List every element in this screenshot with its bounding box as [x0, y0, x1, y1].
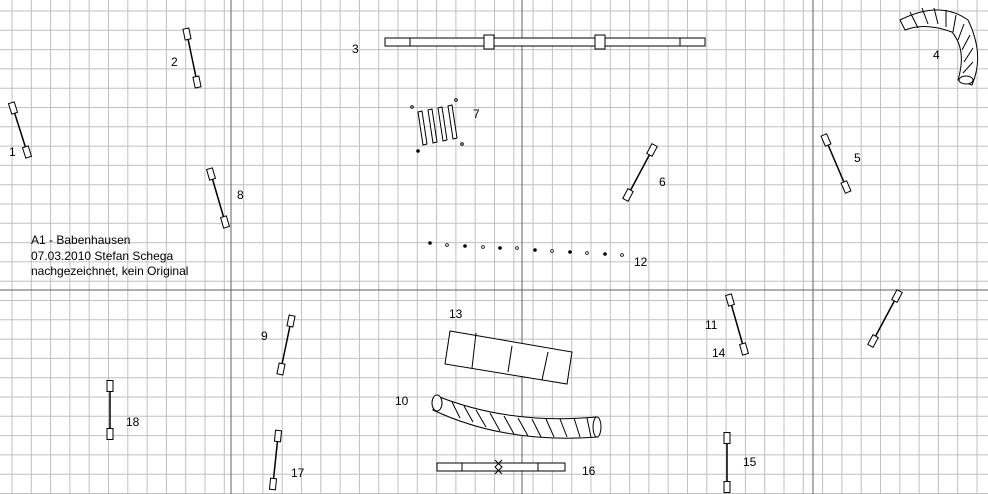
- obstacle-number-2: 2: [171, 55, 178, 69]
- obstacle-number-1: 1: [9, 145, 16, 159]
- obstacle-number-5: 5: [854, 151, 861, 165]
- slalom-pole: [569, 251, 572, 254]
- obstacle-number-15: 15: [743, 455, 757, 469]
- slalom-pole: [464, 245, 467, 248]
- slalom-pole: [446, 244, 449, 247]
- course-date-author: 07.03.2010 Stefan Schega: [31, 248, 174, 263]
- obstacle-number-4: 4: [933, 48, 940, 62]
- obstacle-jump-18: [107, 381, 113, 440]
- slalom-pole: [499, 247, 502, 250]
- obstacle-number-17: 17: [291, 466, 305, 480]
- slalom-pole: [534, 249, 537, 252]
- obstacle-number-18: 18: [126, 415, 140, 429]
- obstacle-jump-8: [207, 168, 230, 228]
- slalom-pole: [482, 246, 485, 249]
- slalom-pole: [516, 247, 519, 250]
- course-note: nachgezeichnet, kein Original: [31, 264, 189, 278]
- obstacle-number-11: 11: [705, 318, 718, 332]
- slalom-pole: [586, 252, 589, 255]
- slalom-pole: [621, 254, 624, 257]
- obstacle-jump-9: [277, 315, 295, 375]
- obstacle-number-9: 9: [261, 329, 268, 343]
- course-info: [31, 233, 188, 280]
- course-title: A1 - Babenhausen: [31, 233, 131, 247]
- slalom-pole: [429, 242, 432, 245]
- obstacle-jump-17: [269, 430, 281, 490]
- obstacle-jump-15: [724, 433, 730, 493]
- slalom-pole: [551, 250, 554, 253]
- obstacle-number-6: 6: [659, 175, 666, 189]
- obstacle-3-dog-walk: [385, 35, 705, 49]
- slalom-pole: [604, 253, 607, 256]
- obstacle-number-8: 8: [237, 188, 244, 202]
- obstacle-12-slalom: [429, 242, 624, 257]
- obstacle-number-3: 3: [352, 42, 359, 56]
- obstacle-number-12: 12: [634, 255, 648, 269]
- obstacle-number-13: 13: [449, 307, 463, 321]
- obstacle-number-14: 14: [712, 346, 726, 360]
- obstacle-number-16: 16: [582, 464, 596, 478]
- obstacle-number-10: 10: [395, 394, 409, 408]
- obstacle-jump-6: [623, 144, 657, 202]
- obstacle-number-7: 7: [473, 107, 480, 121]
